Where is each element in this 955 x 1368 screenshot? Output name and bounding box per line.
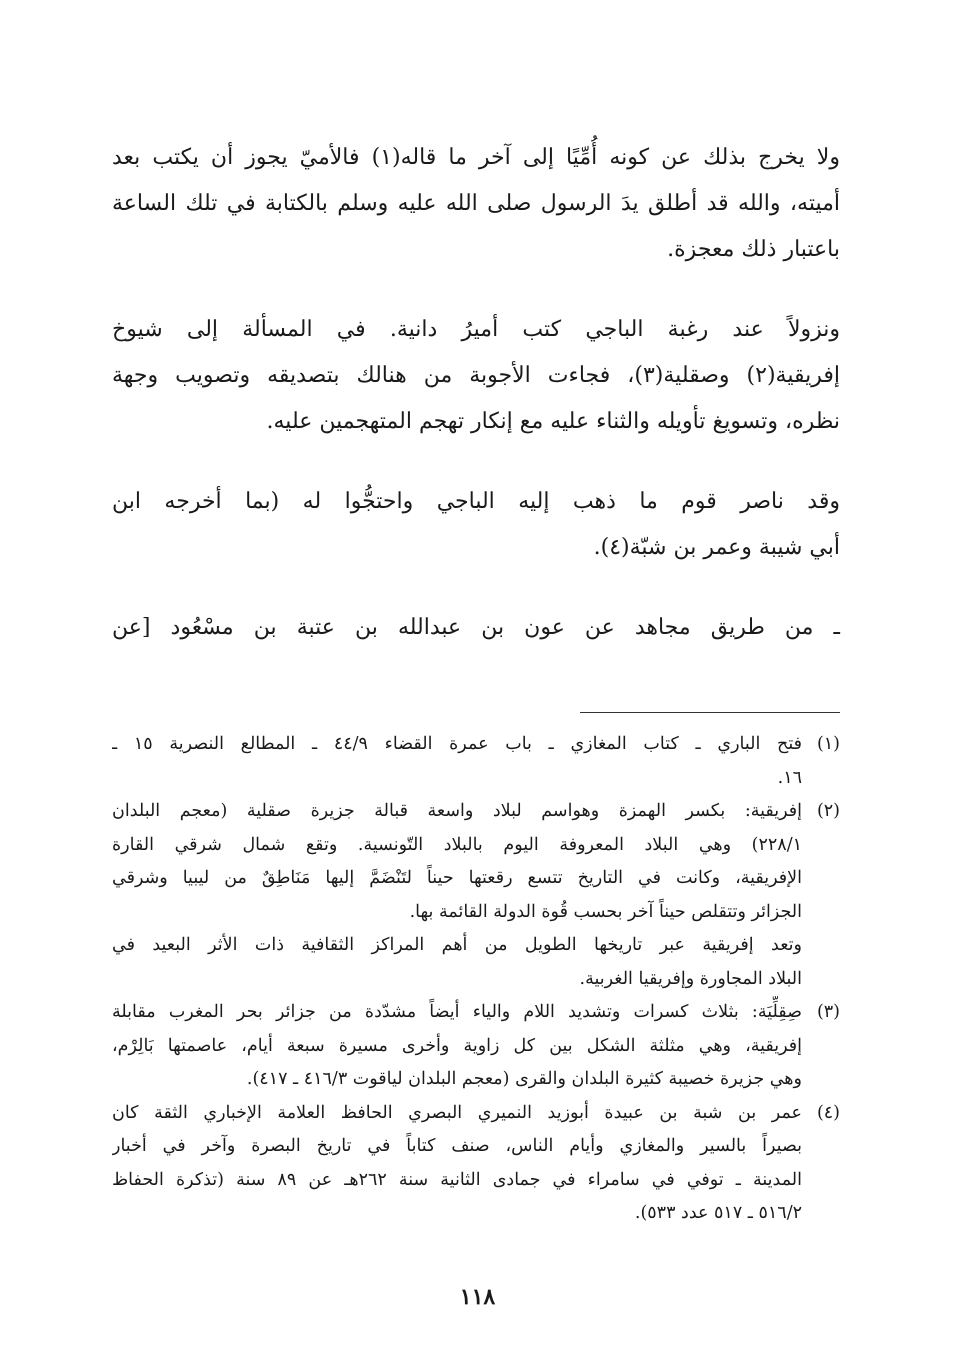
footnote-line: فتح الباري ـ كتاب المغازي ـ باب عمرة القضاء ٤٤/٩ ـ المطالع النصرية ١٥ ـ bbox=[112, 734, 802, 754]
footnote-1 bbox=[112, 728, 840, 795]
paragraph bbox=[112, 605, 840, 651]
text-line: باعتبار ذلك معجزة. bbox=[667, 237, 840, 262]
footnote-number: (٢) bbox=[816, 801, 840, 821]
footnote-4 bbox=[112, 1097, 840, 1231]
footnote-line: المدينة ـ توفي في سامراء في جمادى الثانية سنة ٢٦٢هـ عن ٨٩ سنة (تذكرة الحفاظ bbox=[112, 1169, 802, 1190]
footnote-number: (٣) bbox=[816, 1002, 840, 1022]
text-line: نظره، وتسويغ تأويله والثناء عليه مع إنكار تهجم المتهجمين عليه. bbox=[266, 409, 840, 434]
footnote-number bbox=[802, 929, 840, 996]
footnote-number: (٤) bbox=[816, 1102, 840, 1123]
footnote-number: (١) bbox=[816, 734, 840, 754]
text-line: أميته، والله قد أطلق يدَ الرسول صلى الله عليه وسلم بالكتابة في تلك الساعة bbox=[112, 191, 840, 216]
footnote-line: ٢٢٨/١) وهي البلاد المعروفة اليوم بالبلاد التّونسية. وتقع شمال شرقي القارة bbox=[112, 834, 802, 855]
footnote-line: عمر بن شبة بن عبيدة أبوزيد النميري البصري الحافظ العلامة الإخباري الثقة كان bbox=[112, 1102, 802, 1123]
paragraph bbox=[112, 479, 840, 571]
footnote-line: ٥١٦/٢ ـ ٥١٧ عدد ٥٣٣). bbox=[634, 1203, 802, 1223]
footnote-line: وتعد إفريقية عبر تاريخها الطويل من أهم المراكز الثقافية ذات الأثر البعيد في bbox=[112, 935, 802, 955]
footnote-line: الإفريقية، وكانت في التاريخ تتسع رقعتها حيناً لتَنْضَمَّ إليها مَنَاطِقٌ من ليبيا وشرقي bbox=[112, 868, 802, 888]
footnote-line: ١٦. bbox=[777, 767, 802, 788]
footnote-separator bbox=[580, 712, 840, 713]
footnote-2 bbox=[112, 795, 840, 929]
page-number: ١١٨ bbox=[459, 1284, 496, 1310]
footnote-line: إفريقية، وهي مثلثة الشكل بين كل زاوية وأخرى مسيرة سبعة أيام، عاصمتها بَالِرْم، bbox=[112, 1035, 802, 1056]
footnote-line: إفريقية: بكسر الهمزة وهواسم لبلاد واسعة قبالة جزيرة صقلية (معجم البلدان bbox=[112, 801, 802, 821]
footnotes bbox=[112, 728, 840, 1231]
text-line: ولا يخرج بذلك عن كونه أُمِّيًا إلى آخر ما قاله(١) فالأميّ يجوز أن يكتب بعد bbox=[112, 145, 840, 170]
text-line: ونزولاً عند رغبة الباجي كتب أميرُ دانية. في المسألة إلى شيوخ bbox=[112, 317, 840, 342]
footnote-line: صِقِلِّيَة: بثلاث كسرات وتشديد اللام والياء أيضاً مشدّدة من جزائر بحر المغرب مقابلة bbox=[112, 1002, 802, 1022]
text-line: ـ من طريق مجاهد عن عون بن عبدالله بن عتبة بن مسْعُود [عن bbox=[112, 615, 840, 640]
footnote-2-continuation bbox=[112, 929, 840, 996]
footnote-line: البلاد المجاورة وإفريقيا الغربية. bbox=[579, 968, 802, 989]
paragraph bbox=[112, 135, 840, 273]
text-line: أبي شيبة وعمر بن شبّة(٤). bbox=[593, 535, 840, 560]
text-line: وقد ناصر قوم ما ذهب إليه الباجي واحتجُّوا له (بما أخرجه ابن bbox=[112, 489, 840, 514]
text-line: إفريقية(٢) وصقلية(٣)، فجاءت الأجوبة من هنالك بتصديقه وتصويب وجهة bbox=[112, 363, 840, 388]
footnote-line: بصيراً بالسير والمغازي وأيام الناس، صنف كتاباً في تاريخ البصرة وآخر في أخبار bbox=[112, 1136, 802, 1156]
footnote-line: الجزائر وتتقلص حيناً آخر بحسب قُوة الدولة القائمة بها. bbox=[409, 901, 802, 922]
paragraph bbox=[112, 307, 840, 445]
footnote-3 bbox=[112, 996, 840, 1097]
footnote-line: وهي جزيرة خصيبة كثيرة البلدان والقرى (معجم البلدان لياقوت ٤١٦/٣ ـ ٤١٧). bbox=[246, 1069, 802, 1089]
